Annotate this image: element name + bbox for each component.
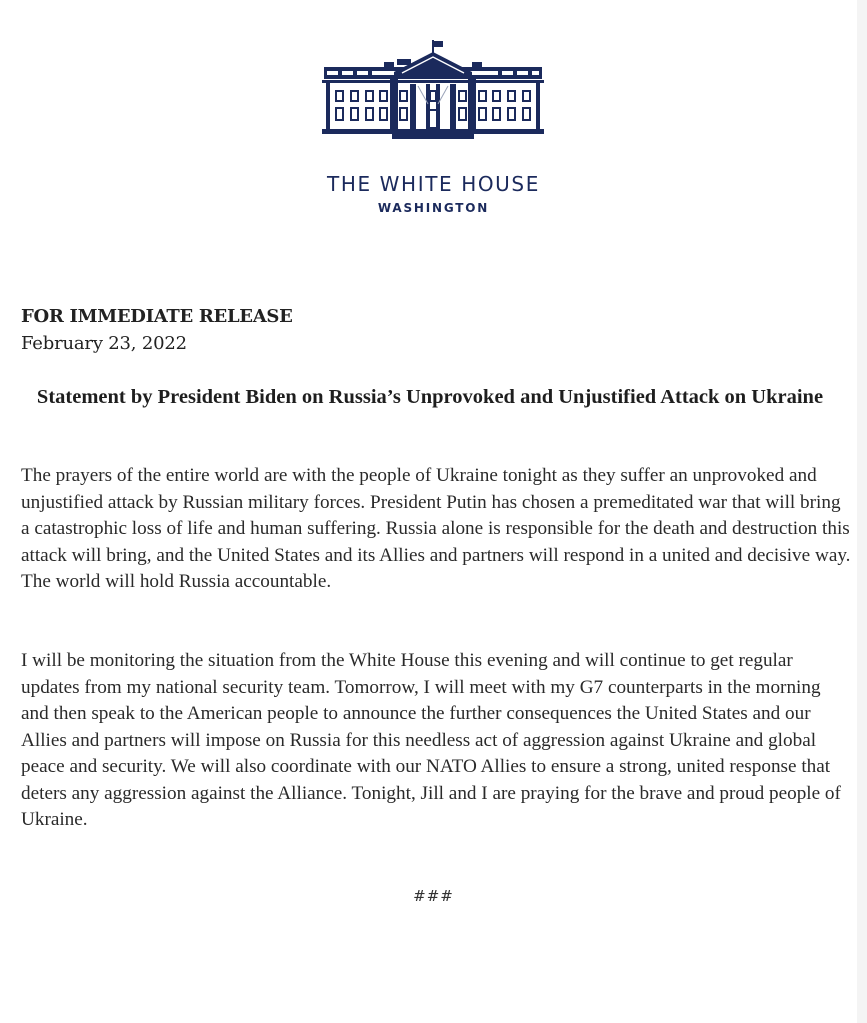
body-paragraph-2: I will be monitoring the situation from the White House this evening and will continue to get regular updates from my national security team. Tomorrow, I will meet with my G7 counterparts in the morning and then speak to the American people to announce the further consequences the United States and our Allies and partners will impose on Russia for this needless act of aggression against Ukraine and global peace and security. We will also coordinate with our NATO Allies to ensure a strong, united response that deters any aggression against the Alliance. Tonight, Jill and I are praying for the brave and proud people of Ukraine.: [21, 650, 841, 830]
org-subtitle: WASHINGTON: [377, 201, 490, 215]
page-edge-shadow: [857, 0, 867, 1023]
statement-headline: Statement by President Biden on Russia’s Unprovoked and Unjustified Attack on Ukraine: [36, 386, 824, 408]
end-mark: ###: [413, 887, 454, 905]
white-house-logo-icon: [322, 40, 544, 140]
body-paragraph-1: The prayers of the entire world are with the people of Ukraine tonight as they suffer an unprovoked and unjustified attack by Russian military forces. President Putin has chosen a premeditated war that will bring a catastrophic loss of life and human suffering. Russia alone is responsible for the death and destruction this attack will bring, and the United States and its Allies and partners will respond in a united and decisive way. The world will hold Russia accountable.: [21, 465, 851, 592]
release-label: FOR IMMEDIATE RELEASE: [21, 306, 293, 327]
release-date: February 23, 2022: [21, 333, 187, 354]
org-title: THE WHITE HOUSE: [327, 172, 540, 196]
